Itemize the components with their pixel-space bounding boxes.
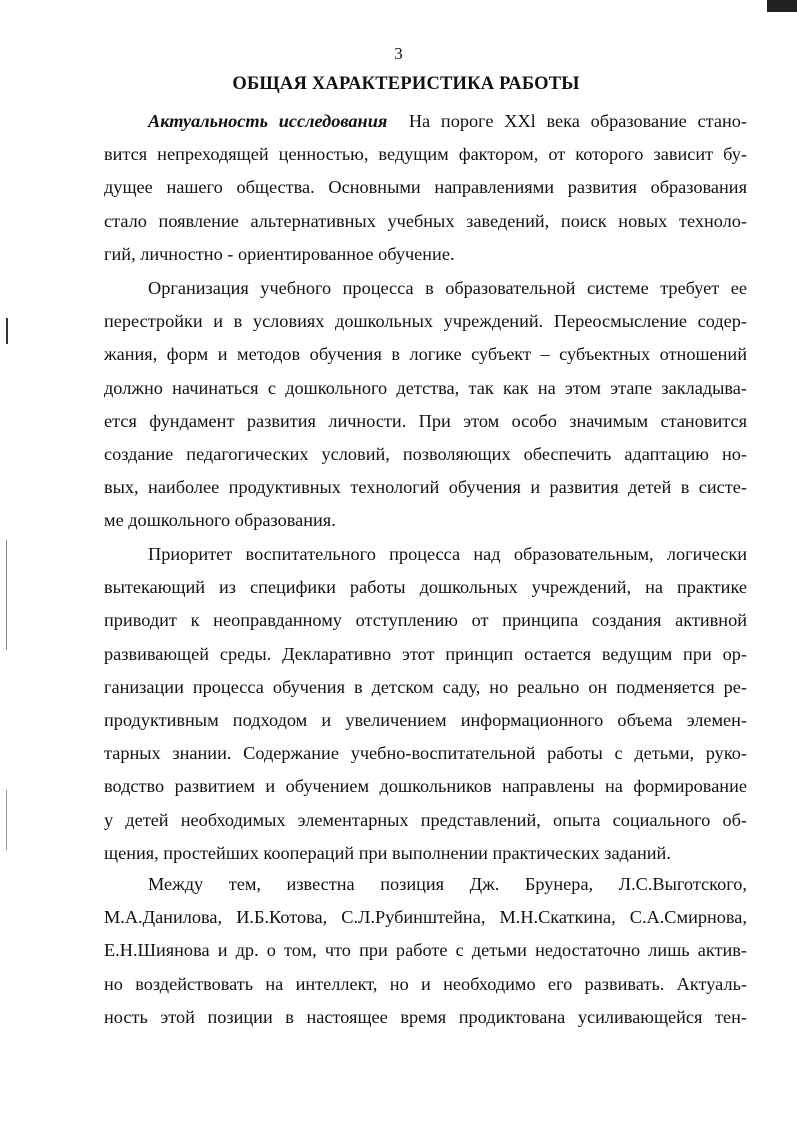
paragraph-line: гий, личностно - ориентированное обучение. — [104, 243, 455, 264]
section-heading: ОБЩАЯ ХАРАКТЕРИСТИКА РАБОТЫ — [232, 74, 580, 94]
paragraph-line: Е.Н.Шиянова и др. о том, что при работе с детьми недостаточно лишь актив- — [104, 940, 747, 961]
paragraph-line: дущее нашего общества. Основными направлениями развития образования — [104, 177, 747, 198]
paragraph-organization — [104, 272, 747, 538]
paragraph-priority — [104, 538, 747, 870]
paragraph-line: Между тем, известна позиция Дж. Брунера, Л.С.Выготского, — [148, 874, 747, 894]
paragraph-line: создание педагогических условий, позволяющих обеспечить адаптацию но- — [104, 443, 747, 464]
paragraph-line: ганизации процесса обучения в детском саду, но реально он подменяется ре- — [104, 676, 747, 697]
paragraph-line: развивающей среды. Декларативно этот принцип остается ведущим при ор- — [104, 643, 747, 664]
paragraph-position — [104, 868, 747, 1034]
paragraph-line: ме дошкольного образования. — [104, 510, 336, 531]
paragraph-line: но воздействовать на интеллект, но и необходимо его развивать. Актуаль- — [104, 973, 747, 994]
paragraph-line: ется фундамент развития личности. При этом особо значимым становится — [104, 410, 747, 431]
paragraph-line: ность этой позиции в настоящее время продиктована усиливающейся тен- — [104, 1006, 747, 1027]
paragraph-line: Организация учебного процесса в образовательной системе требует ее — [148, 278, 747, 298]
paragraph-line: тарных знании. Содержание учебно-воспитательной работы с детьми, руко- — [104, 743, 747, 764]
paragraph-line: Приоритет воспитательного процесса над образовательным, логически — [148, 544, 747, 564]
scan-edge-mark — [6, 790, 7, 850]
paragraph-line: вится непреходящей ценностью, ведущим фактором, от которого зависит бу- — [104, 144, 747, 165]
paragraph-line: водство развитием и обучением дошкольников направлены на формирование — [104, 776, 747, 797]
paragraph-line: вытекающий из специфики работы дошкольных учреждений, на практике — [104, 577, 747, 598]
paragraph-line: должно начинаться с дошкольного детства, так как на этом этапе закладыва- — [104, 377, 747, 398]
scan-edge-mark — [6, 540, 7, 650]
paragraph-line: стало появление альтернативных учебных заведений, поиск новых техноло- — [104, 210, 747, 231]
scan-edge-mark — [6, 318, 8, 344]
page-number: 3 — [394, 44, 403, 63]
paragraph-line: Актуальность исследования На пороге XXl века образование стано- — [148, 111, 747, 131]
paragraph-line: приводит к неоправданному отступлению от принципа создания активной — [104, 610, 747, 631]
paragraph-line: перестройки и в условиях дошкольных учреждений. Переосмысление содер- — [104, 311, 747, 332]
paragraph-line: у детей необходимых элементарных представлений, опыта социального об- — [104, 809, 747, 830]
paragraph-line: вых, наиболее продуктивных технологий обучения и развития детей в систе- — [104, 477, 747, 498]
scan-corner-mark — [767, 0, 797, 12]
paragraph-line: щения, простейших коопераций при выполнении практических заданий. — [104, 842, 671, 863]
relevance-lead: Актуальность исследования — [148, 111, 388, 131]
paragraph-line: продуктивным подходом и увеличением информационного объема элемен- — [104, 709, 747, 730]
paragraph-line: жания, форм и методов обучения в логике субъект – субъектных отношений — [104, 344, 747, 365]
paragraph-line: М.А.Данилова, И.Б.Котова, С.Л.Рубинштейна, М.Н.Скаткина, С.А.Смирнова, — [104, 907, 747, 928]
paragraph-relevance — [104, 105, 747, 271]
